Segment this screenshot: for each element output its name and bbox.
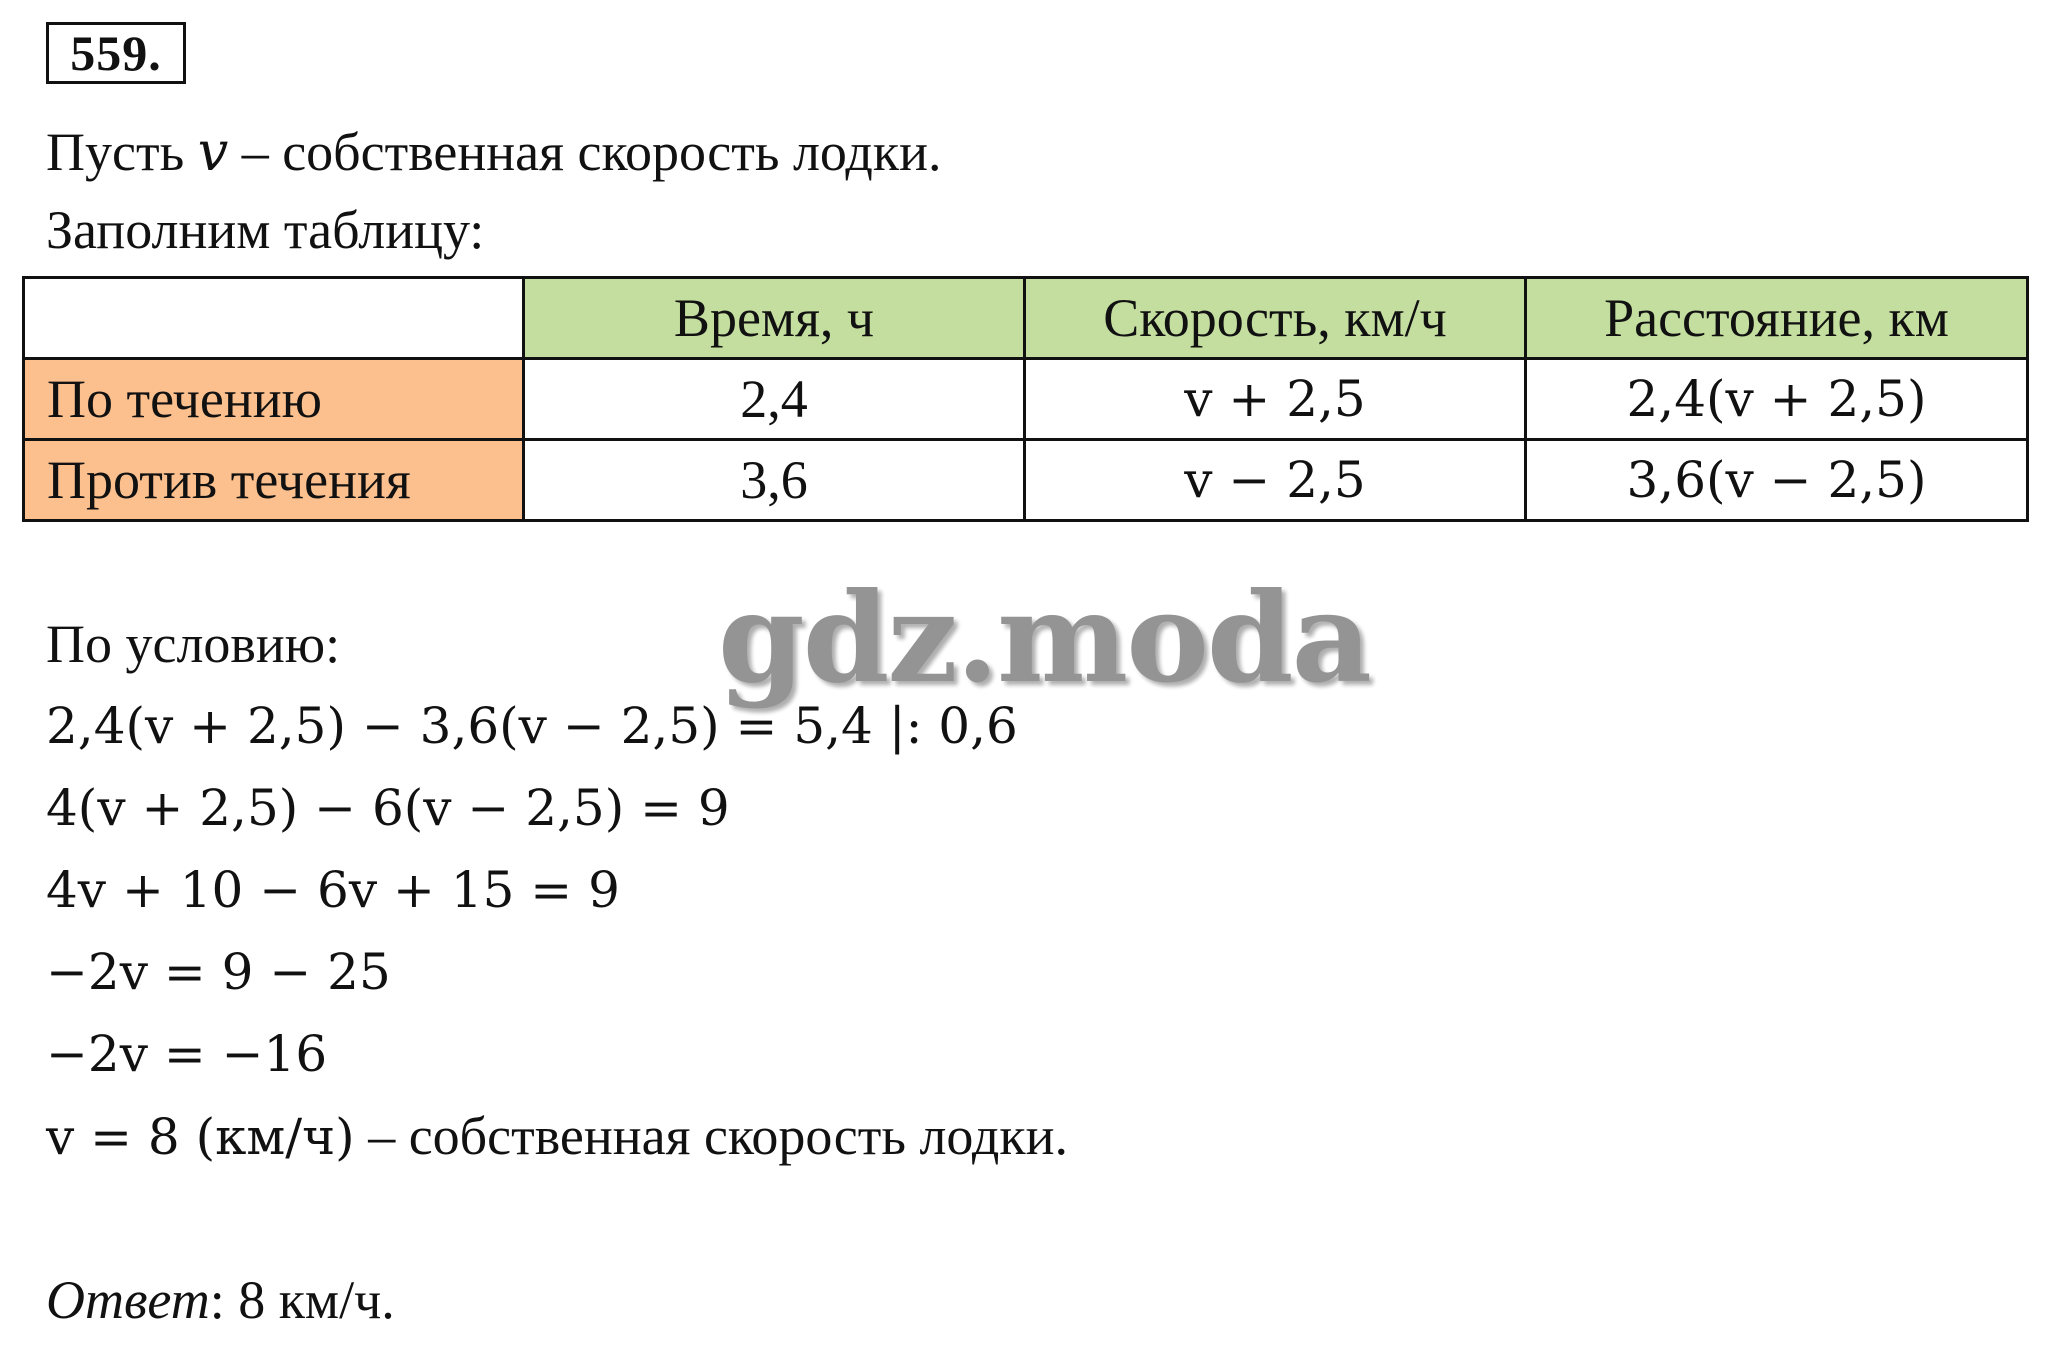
header-speed: Скорость, км/ч (1025, 278, 1526, 359)
result-suffix: – собственная скорость лодки. (354, 1106, 1068, 1166)
cell-speed-downstream: v + 2,5 (1025, 359, 1526, 440)
intro-let-var: v (197, 120, 229, 183)
row-label-upstream: Против течения (24, 440, 524, 521)
problem-number: 559. (46, 22, 186, 84)
intro-let-prefix: Пусть (46, 122, 198, 182)
cell-speed-upstream: v − 2,5 (1025, 440, 1526, 521)
equation-line: 4v + 10 − 6v + 15 = 9 (46, 861, 620, 919)
cell-time-upstream: 3,6 (524, 440, 1025, 521)
table-corner-cell (24, 278, 524, 359)
answer-line (46, 1268, 395, 1332)
header-time: Время, ч (524, 278, 1025, 359)
answer-label: Ответ (46, 1270, 210, 1330)
equation-line: −2v = −16 (46, 1025, 328, 1083)
row-label-downstream: По течению (24, 359, 524, 440)
cell-distance-downstream: 2,4(v + 2,5) (1526, 359, 2028, 440)
cell-distance-upstream: 3,6(v − 2,5) (1526, 440, 2028, 521)
watermark-logo: gdz.moda (718, 566, 1370, 711)
result-expression: v = 8 (км/ч) (46, 1108, 355, 1166)
cell-time-downstream: 2,4 (524, 359, 1025, 440)
result-line (46, 1104, 1068, 1169)
header-distance: Расстояние, км (1526, 278, 2028, 359)
equation-line: −2v = 9 − 25 (46, 943, 391, 1001)
intro-let-suffix: – собственная скорость лодки. (228, 122, 942, 182)
intro-let-line (46, 120, 941, 184)
table-row (24, 440, 2028, 521)
motion-table (22, 276, 2029, 522)
fill-table-line: Заполним таблицу: (46, 200, 485, 260)
answer-value: : 8 км/ч. (209, 1270, 395, 1330)
equation-line: 2,4(v + 2,5) − 3,6(v − 2,5) = 5,4 |: 0,6 (46, 697, 1018, 755)
table-row (24, 359, 2028, 440)
table-header-row (24, 278, 2028, 359)
condition-label: По условию: (46, 614, 341, 674)
equation-line: 4(v + 2,5) − 6(v − 2,5) = 9 (46, 779, 730, 837)
